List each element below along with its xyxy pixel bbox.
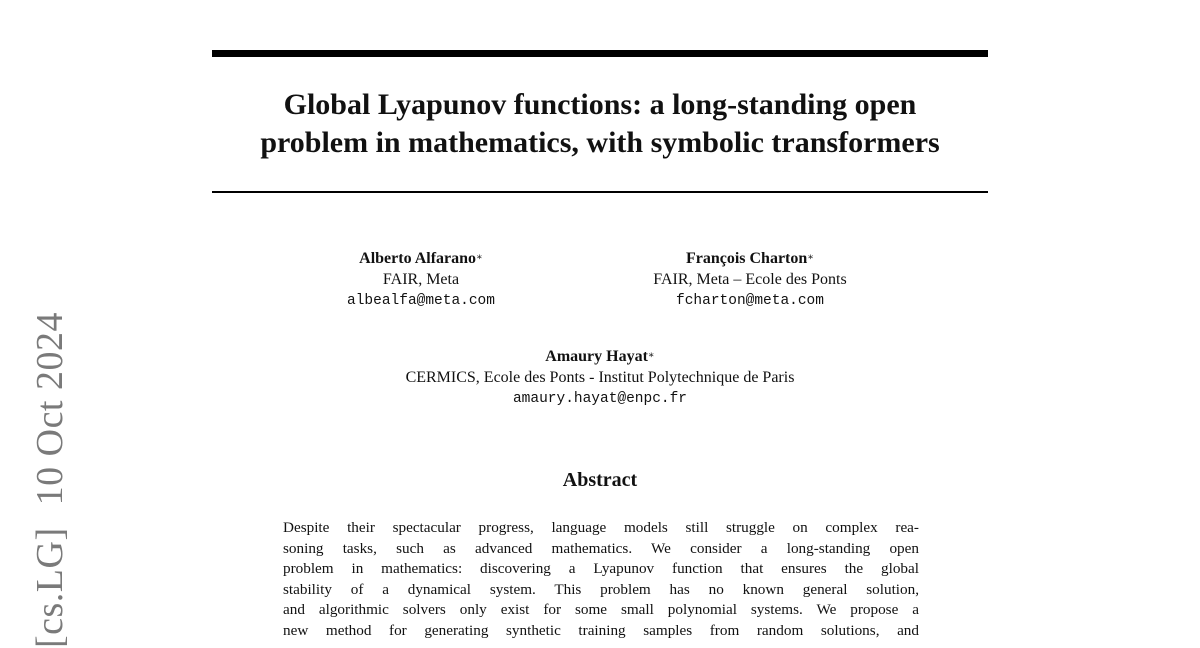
equal-contribution-mark: ∗ [476,252,483,263]
author-name-text: François Charton [685,250,808,267]
abstract-line: stability of a dynamical system. This problem has no known general solution, [283,580,919,598]
abstract-line: soning tasks, such as advanced mathematics. We consider a long-standing open [283,539,919,557]
author-email[interactable]: fcharton@meta.com [676,293,824,309]
arxiv-date: 10 Oct 2024 [29,312,71,506]
author-affiliation: FAIR, Meta – Ecole des Ponts [653,271,847,288]
equal-contribution-mark: ∗ [807,252,815,263]
author-block [600,249,900,312]
author-affiliation: CERMICS, Ecole des Ponts - Institut Polytechnique de Paris [405,369,795,386]
title-top-rule [212,50,988,57]
title-line: problem in mathematics, with symbolic transformers [260,126,940,159]
author-name [316,249,526,269]
author-name [340,347,860,367]
author-block [316,249,526,312]
title-bottom-rule [212,191,988,193]
arxiv-side-stamp [28,312,72,648]
abstract-line: Despite their spectacular progress, language models still struggle on complex rea- [283,519,919,536]
author-name-text: Alberto Alfarano [359,250,477,267]
author-affiliation: FAIR, Meta [382,271,460,288]
equal-contribution-mark: ∗ [647,350,655,361]
abstract-line: problem in mathematics: discovering a Lyapunov function that ensures the global [283,560,919,577]
title-line: Global Lyapunov functions: a long-standing open [283,88,917,121]
author-name-text: Amaury Hayat [545,348,648,365]
author-name [600,249,900,269]
abstract-body [283,518,919,641]
author-block [340,347,860,410]
author-email[interactable]: albealfa@meta.com [347,293,495,309]
abstract-line: new method for generating synthetic training samples from random solutions, and [283,621,919,639]
abstract-line: and algorithmic solvers only exist for some small polynomial systems. We propose a [283,601,919,618]
arxiv-category: [cs.LG] [29,527,71,648]
author-email[interactable]: amaury.hayat@enpc.fr [512,391,688,407]
paper-title [200,86,1000,162]
abstract-heading: Abstract [562,469,638,491]
